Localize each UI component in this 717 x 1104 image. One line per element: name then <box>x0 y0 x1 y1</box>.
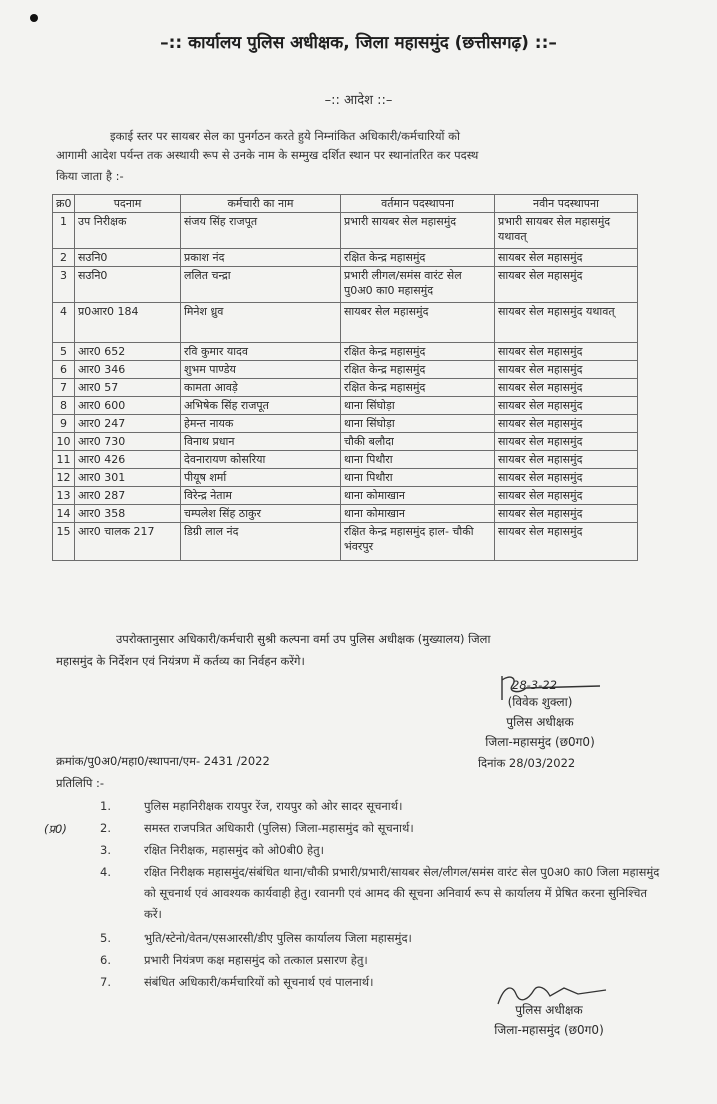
signatory-district: जिला-महासमुंद (छ0ग0) <box>485 735 595 749</box>
cell-name: हेमन्त नायक <box>181 415 341 433</box>
table-row <box>53 303 638 343</box>
table-row <box>53 433 638 451</box>
cell-serial: 9 <box>53 415 75 433</box>
table-row <box>53 523 638 561</box>
cell-name: प्रकाश नंद <box>181 249 341 267</box>
intro-line-3: किया जाता है :- <box>56 169 124 183</box>
cell-serial: 8 <box>53 397 75 415</box>
cell-serial: 11 <box>53 451 75 469</box>
cell-name: विनाथ प्रधान <box>181 433 341 451</box>
table-row <box>53 213 638 249</box>
intro-line-1: इकाई स्तर पर सायबर सेल का पुनर्गठन करते हुये निम्नांकित अधिकारी/कर्मचारियों को <box>110 129 460 143</box>
cell-name: संजय सिंह राजपूत <box>181 213 341 249</box>
copy-label: प्रतिलिपि :- <box>56 776 105 790</box>
cell-current-posting: थाना सिंघोड़ा <box>341 397 495 415</box>
instruction-line-2: महासमुंद के निर्देशन एवं नियंत्रण में कर्तव्य का निर्वहन करेंगे। <box>56 654 305 668</box>
copy-item-number: 7. <box>100 975 111 989</box>
punch-hole-mark <box>30 14 38 22</box>
signature-block <box>470 692 610 752</box>
copy-item-text: संबंधित अधिकारी/कर्मचारियों को सूचनार्थ एवं पालनार्थ। <box>144 975 374 989</box>
cell-rank: आर0 चालक 217 <box>75 523 181 561</box>
cell-rank: आर0 247 <box>75 415 181 433</box>
cell-current-posting: थाना पिथौरा <box>341 469 495 487</box>
cell-current-posting: थाना पिथौरा <box>341 451 495 469</box>
cell-new-posting: सायबर सेल महासमुंद <box>495 379 638 397</box>
cell-rank: आर0 346 <box>75 361 181 379</box>
copy-item-number: 3. <box>100 843 111 857</box>
bottom-signature-block <box>474 1000 624 1040</box>
cell-name: चम्पलेश सिंह ठाकुर <box>181 505 341 523</box>
cell-rank: आर0 57 <box>75 379 181 397</box>
cell-serial: 5 <box>53 343 75 361</box>
copy-item-text: भुति/स्टेनो/वेतन/एसआरसी/डीए पुलिस कार्यालय जिला महासमुंद। <box>144 931 412 945</box>
col-header-rank: पदनाम <box>75 195 181 213</box>
cell-new-posting: सायबर सेल महासमुंद <box>495 267 638 303</box>
cell-name: मिनेश ध्रुव <box>181 303 341 343</box>
copy-item-number: 2. <box>100 821 111 835</box>
cell-serial: 12 <box>53 469 75 487</box>
cell-current-posting: थाना कोमाखान <box>341 487 495 505</box>
cell-current-posting: चौकी बलौदा <box>341 433 495 451</box>
table-body <box>53 213 638 561</box>
cell-serial: 1 <box>53 213 75 249</box>
order-date: दिनांक 28/03/2022 <box>478 756 576 770</box>
cell-current-posting: रक्षित केन्द्र महासमुंद हाल- चौकी भंवरपुर <box>341 523 495 561</box>
table-row <box>53 267 638 303</box>
col-header-current-posting: वर्तमान पदस्थापना <box>341 195 495 213</box>
table-row <box>53 361 638 379</box>
cell-rank: उप निरीक्षक <box>75 213 181 249</box>
cell-new-posting: सायबर सेल महासमुंद <box>495 397 638 415</box>
cell-current-posting: सायबर सेल महासमुंद <box>341 303 495 343</box>
cell-rank: सउनि0 <box>75 249 181 267</box>
cell-current-posting: रक्षित केन्द्र महासमुंद <box>341 379 495 397</box>
copy-item-text: प्रभारी नियंत्रण कक्ष महासमुंद को तत्काल प्रसारण हेतु। <box>144 953 368 967</box>
cell-current-posting: रक्षित केन्द्र महासमुंद <box>341 361 495 379</box>
cell-rank: प्र0आर0 184 <box>75 303 181 343</box>
cell-new-posting: सायबर सेल महासमुंद <box>495 469 638 487</box>
copy-item-number: 6. <box>100 953 111 967</box>
office-header: –:: कार्यालय पुलिस अधीक्षक, जिला महासमुंद (छत्तीसगढ़) ::– <box>160 33 557 53</box>
table-row <box>53 487 638 505</box>
cell-name: देवनारायण कोसरिया <box>181 451 341 469</box>
cell-name: शुभम पाण्डेय <box>181 361 341 379</box>
copy-item-number: 1. <box>100 799 111 813</box>
cell-current-posting: थाना सिंघोड़ा <box>341 415 495 433</box>
cell-name: रवि कुमार यादव <box>181 343 341 361</box>
cell-rank: आर0 600 <box>75 397 181 415</box>
col-header-new-posting: नवीन पदस्थापना <box>495 195 638 213</box>
bottom-signatory-designation: पुलिस अधीक्षक <box>515 1003 583 1017</box>
cell-serial: 15 <box>53 523 75 561</box>
col-header-serial: क्र0 <box>53 195 75 213</box>
cell-new-posting: सायबर सेल महासमुंद <box>495 343 638 361</box>
cell-serial: 7 <box>53 379 75 397</box>
cell-serial: 14 <box>53 505 75 523</box>
cell-new-posting: सायबर सेल महासमुंद <box>495 487 638 505</box>
cell-current-posting: प्रभारी लीगल/समंस वारंट सेल पु0अ0 का0 महासमुंद <box>341 267 495 303</box>
table-row <box>53 249 638 267</box>
cell-rank: आर0 358 <box>75 505 181 523</box>
copy-item-number: 5. <box>100 931 111 945</box>
instruction-line-1: उपरोक्तानुसार अधिकारी/कर्मचारी सुश्री कल्पना वर्मा उप पुलिस अधीक्षक (मुख्यालय) जिला <box>116 632 491 646</box>
cell-name: ललित चन्द्रा <box>181 267 341 303</box>
cell-serial: 10 <box>53 433 75 451</box>
cell-name: डिग्री लाल नंद <box>181 523 341 561</box>
bottom-signatory-district: जिला-महासमुंद (छ0ग0) <box>494 1023 604 1037</box>
copy-item-text: रक्षित निरीक्षक, महासमुंद को ओ0बी0 हेतु। <box>144 843 325 857</box>
table-row <box>53 505 638 523</box>
transfer-table <box>52 194 638 561</box>
table-row <box>53 451 638 469</box>
cell-new-posting: सायबर सेल महासमुंद <box>495 415 638 433</box>
reference-number: क्रमांक/पु0अ0/महा0/स्थापना/एम- 2431 /2022 <box>56 754 270 768</box>
copy-item-number: 4. <box>100 865 111 879</box>
cell-name: पीयूष शर्मा <box>181 469 341 487</box>
cell-name: अभिषेक सिंह राजपूत <box>181 397 341 415</box>
copy-item-text: पुलिस महानिरीक्षक रायपुर रेंज, रायपुर को ओर सादर सूचनार्थ। <box>144 799 403 813</box>
cell-serial: 6 <box>53 361 75 379</box>
cell-new-posting: सायबर सेल महासमुंद <box>495 523 638 561</box>
cell-current-posting: रक्षित केन्द्र महासमुंद <box>341 249 495 267</box>
cell-rank: आर0 426 <box>75 451 181 469</box>
table-row <box>53 343 638 361</box>
margin-note: (प्र0) <box>44 822 67 836</box>
cell-rank: आर0 287 <box>75 487 181 505</box>
instruction-paragraph <box>56 628 642 672</box>
intro-line-2: आगामी आदेश पर्यन्त तक अस्थायी रूप से उनके नाम के सम्मुख दर्शित स्थान पर स्थानांतरित कर पदस्थ <box>56 148 479 162</box>
cell-rank: आर0 730 <box>75 433 181 451</box>
cell-current-posting: प्रभारी सायबर सेल महासमुंद <box>341 213 495 249</box>
cell-current-posting: रक्षित केन्द्र महासमुंद <box>341 343 495 361</box>
cell-new-posting: सायबर सेल महासमुंद <box>495 451 638 469</box>
signatory-designation: पुलिस अधीक्षक <box>506 715 574 729</box>
cell-serial: 4 <box>53 303 75 343</box>
table-row <box>53 415 638 433</box>
cell-serial: 2 <box>53 249 75 267</box>
table-row <box>53 469 638 487</box>
table-row <box>53 379 638 397</box>
col-header-name: कर्मचारी का नाम <box>181 195 341 213</box>
signatory-name: (विवेक शुक्ला) <box>507 695 573 709</box>
cell-name: विरेन्द्र नेताम <box>181 487 341 505</box>
copy-item-text: रक्षित निरीक्षक महासमुंद/संबंधित थाना/चौकी प्रभारी/प्रभारी/सायबर सेल/लीगल/समंस वारंट सेल पु0अ0 का0 जिला महासमुंद को सूचनार्थ एवं आवश्यक कार्यवाही हेतु। रवानगी एवं आमद की सूचना अनिवार्य रूप से कार्यालय में प्रेषित करना सुनिश्चित करें। <box>144 865 660 921</box>
table-row <box>53 397 638 415</box>
cell-current-posting: थाना कोमाखान <box>341 505 495 523</box>
cell-rank: सउनि0 <box>75 267 181 303</box>
copy-item-text: समस्त राजपत्रित अधिकारी (पुलिस) जिला-महासमुंद को सूचनार्थ। <box>144 821 414 835</box>
cell-new-posting: प्रभारी सायबर सेल महासमुंद यथावत् <box>495 213 638 249</box>
cell-name: कामता आवड़े <box>181 379 341 397</box>
cell-new-posting: सायबर सेल महासमुंद यथावत् <box>495 303 638 343</box>
cell-rank: आर0 301 <box>75 469 181 487</box>
cell-serial: 3 <box>53 267 75 303</box>
cell-new-posting: सायबर सेल महासमुंद <box>495 249 638 267</box>
cell-serial: 13 <box>53 487 75 505</box>
cell-rank: आर0 652 <box>75 343 181 361</box>
cell-new-posting: सायबर सेल महासमुंद <box>495 361 638 379</box>
signature-initials: 28-3-22 <box>512 678 557 692</box>
cell-new-posting: सायबर सेल महासमुंद <box>495 433 638 451</box>
order-title: –:: आदेश ::– <box>324 93 393 108</box>
table-header-row <box>53 195 638 213</box>
cell-new-posting: सायबर सेल महासमुंद <box>495 505 638 523</box>
